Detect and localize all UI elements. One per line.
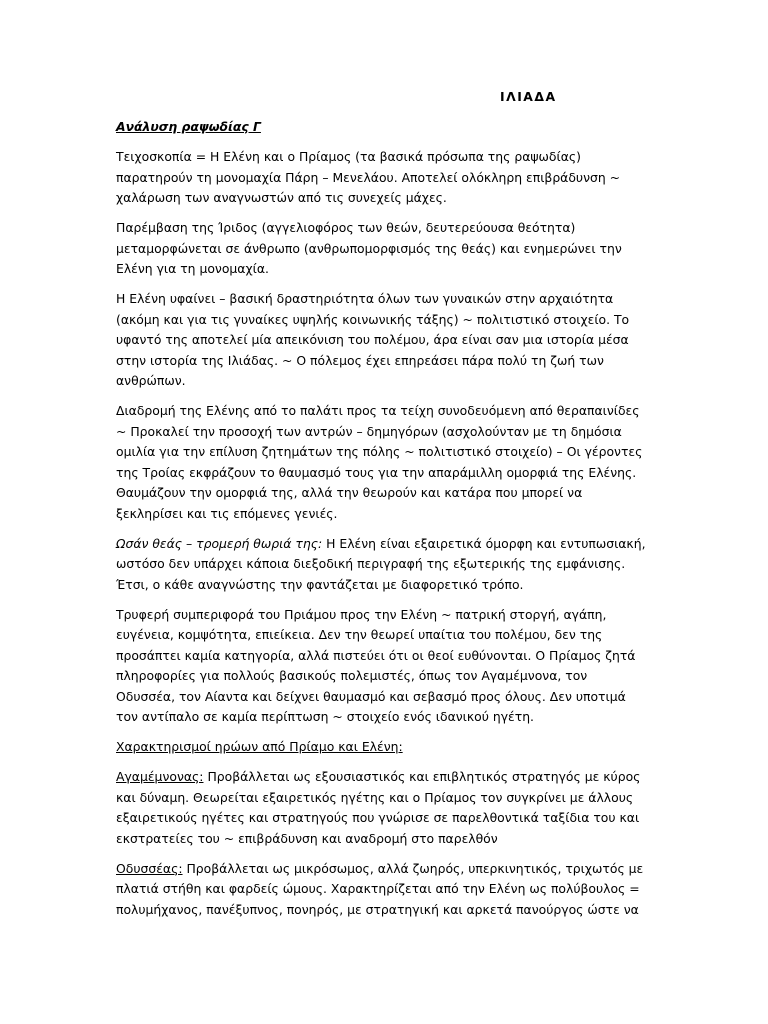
paragraph-line: εξαιρετικούς ηγέτες και στρατηγούς που γνώρισε σε παρελθοντικά ταξίδια του και	[116, 810, 640, 825]
paragraph	[116, 147, 652, 209]
document-body	[116, 87, 652, 930]
paragraph-line: ωστόσο δεν υπάρχει κάποια διεξοδική περιγραφή της εξωτερικής της εμφάνισης.	[116, 556, 626, 571]
paragraph-line: προσάπτει καμία κατηγορία, αλλά πιστεύει ότι οι θεοί ευθύνονται. Ο Πρίαμος ζητά	[116, 647, 636, 663]
paragraph-line: υφαντό της αποτελεί μία απεικόνιση του πολέμου, άρα είναι σαν μια ιστορία μέσα	[116, 332, 629, 347]
paragraph-line: Η Ελένη υφαίνει – βασική δραστηριότητα όλων των γυναικών στην αρχαιότητα	[116, 291, 614, 306]
paragraph-line: Παρέμβαση της Ίριδος (αγγελιοφόρος των θεών, δευτερεύουσα θεότητα)	[116, 220, 576, 235]
paragraph-line	[116, 859, 652, 880]
paragraph-line: πλατιά στήθη και φαρδείς ώμους. Χαρακτηρίζεται από την Ελένη ως πολύβουλος =	[116, 881, 640, 896]
document-subtitle: Ανάλυση ραψωδίας Γ	[116, 119, 261, 134]
section-heading: Χαρακτηρισμοί ηρώων από Πρίαμο και Ελένη:	[116, 739, 403, 754]
hero-name-label: Οδυσσέας:	[116, 860, 183, 876]
paragraph-line: εκστρατείες του ~ επιβράδυνση και αναδρομή στο παρελθόν	[116, 830, 498, 846]
paragraph-line	[116, 534, 652, 555]
hero-name-label: Αγαμέμνονας:	[116, 769, 204, 784]
paragraph-line: Τρυφερή συμπεριφορά του Πριάμου προς την Ελένη ~ πατρική στοργή, αγάπη,	[116, 606, 607, 622]
hero-entry	[116, 767, 652, 849]
paragraph	[116, 218, 652, 280]
section-heading-row	[116, 737, 652, 758]
paragraph-line: Ελένη για τη μονομαχία.	[116, 261, 269, 276]
hero-entry	[116, 859, 652, 921]
paragraph-line: στην ιστορία της Ιλιάδας. ~ Ο πόλεμος έχει επηρεάσει πάρα πολύ τη ζωή των	[116, 352, 604, 368]
paragraph-line-text: Προβάλλεται ως μικρόσωμος, αλλά ζωηρός, υπερκινητικός, τριχωτός με	[186, 860, 644, 876]
paragraph-line: παρατηρούν τη μονομαχία Πάρη – Μενελάου. Αποτελεί ολόκληρη επιβράδυνση ~	[116, 169, 621, 185]
paragraph	[116, 534, 652, 596]
paragraph-line: μεταμορφώνεται σε άνθρωπο (ανθρωπομορφισμός της θεάς) και ενημερώνει την	[116, 240, 622, 256]
document-subtitle-row	[116, 117, 652, 138]
paragraph-line: πολυμήχανος, πανέξυπνος, πονηρός, με στρατηγική και αρκετά πανούργος ώστε να	[116, 901, 639, 917]
paragraph-line	[116, 767, 652, 788]
paragraph-line: Οδυσσέα, τον Αίαντα και δείχνει θαυμασμό και σεβασμό προς όλους. Δεν υποτιμά	[116, 688, 626, 704]
paragraph-line: ομιλία για την επίλυση ζητημάτων της πόλης ~ πολιτιστικό στοιχείο) – Οι γέροντες	[116, 444, 643, 459]
paragraph	[116, 289, 652, 392]
paragraph-line: (ακόμη και για τις γυναίκες υψηλής κοινωνικής τάξης) ~ πολιτιστικό στοιχείο. Το	[116, 311, 630, 327]
paragraph-line-text: Προβάλλεται ως εξουσιαστικός και επιβλητικός στρατηγός με κύρος	[207, 769, 641, 784]
paragraph-line: χαλάρωση των αναγνωστών από τις συνεχείς μάχες.	[116, 190, 447, 205]
paragraph-line: ξεκληρίσει και τις επόμενες γενιές.	[116, 505, 338, 521]
paragraph-line: Τειχοσκοπία = Η Ελένη και ο Πρίαμος (τα βασικά πρόσωπα της ραψωδίας)	[116, 149, 581, 164]
paragraph-line: Διαδρομή της Ελένης από το παλάτι προς τα τείχη συνοδευόμενη από θεραπαινίδες	[116, 403, 640, 418]
paragraph-line: Έτσι, ο κάθε αναγνώστης την φαντάζεται με διαφορετικό τρόπο.	[116, 576, 524, 592]
italic-lead-phrase: Ωσάν θεάς – τρομερή θωριά της:	[116, 535, 323, 551]
document-title: ΙΛΙΑΔΑ	[500, 89, 557, 104]
paragraph-line: πληροφορίες για πολλούς βασικούς πολεμιστές, όπως τον Αγαμέμνονα, τον	[116, 668, 588, 683]
paragraph-line: ανθρώπων.	[116, 373, 186, 388]
paragraph-line: τον αντίπαλο σε καμία περίπτωση ~ στοιχείο ενός ιδανικού ηγέτη.	[116, 709, 534, 724]
paragraph-line: ~ Προκαλεί την προσοχή των αντρών – δημηγόρων (ασχολούνταν με τη δημόσια	[116, 423, 622, 439]
paragraph-line: και δύναμη. Θεωρείται εξαιρετικός ηγέτης και ο Πρίαμος τον συγκρίνει με άλλους	[116, 789, 634, 805]
paragraph-line: Θαυμάζουν την ομορφιά της, αλλά την θεωρούν και κατάρα που μπορεί να	[116, 485, 583, 500]
paragraph	[116, 401, 652, 524]
paragraph-line: της Τροίας εκφράζουν το θαυμασμό τους για την απαράμιλλη ομορφιά της Ελένης.	[116, 464, 637, 480]
paragraph-line-text: Η Ελένη είναι εξαιρετικά όμορφη και εντυπωσιακή,	[326, 535, 646, 551]
paragraph-line: ευγένεια, κομψότητα, επιείκεια. Δεν την θεωρεί υπαίτια του πολέμου, δεν της	[116, 627, 603, 642]
paragraph	[116, 605, 652, 728]
